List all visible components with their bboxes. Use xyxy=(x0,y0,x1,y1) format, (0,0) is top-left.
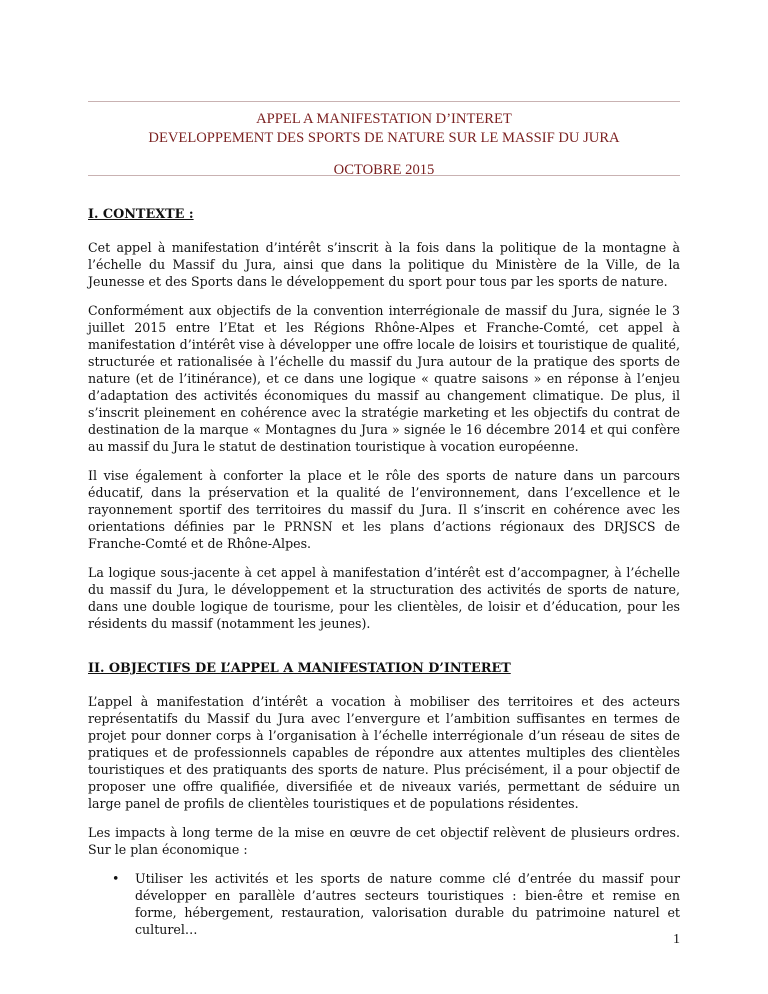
page-number: 1 xyxy=(673,932,680,947)
section-1-paragraph: Conformément aux objectifs de la convention interrégionale de massif du Jura, signée le 3 juillet 2015 entre l’Etat et les Régions Rhône-Alpes et Franche-Comté, cet appel à manifestation d’intérêt vise à développer une offre locale de loisirs et touristique de qualité, structurée et rationalisée à l’échelle du massif du Jura autour de la pratique des sports de nature (et de l’itinérance), et ce dans une logique « quatre saisons » en réponse à l’enjeu d’adaptation des activités économiques du massif au changement climatique. De plus, il s’inscrit pleinement en cohérence avec la stratégie marketing et les objectifs du contrat de destination de la marque « Montagnes du Jura » signée le 16 décembre 2014 et qui confère au massif du Jura le statut de destination touristique à vocation européenne. xyxy=(88,303,680,454)
header-date: OCTOBRE 2015 xyxy=(333,162,435,178)
header-bottom-rule xyxy=(88,175,680,176)
section-2-paragraph: Les impacts à long terme de la mise en œuvre de cet objectif relèvent de plusieurs ordres. Sur le plan économique : xyxy=(88,825,680,857)
list-item xyxy=(88,870,680,938)
section-2-heading: II. OBJECTIFS DE L’APPEL A MANIFESTATION D’INTERET xyxy=(88,661,511,676)
section-2-paragraph: L’appel à manifestation d’intérêt a vocation à mobiliser des territoires et des acteurs représentatifs du Massif du Jura avec l’envergure et l’ambition suffisantes en termes de projet pour donner corps à l’organisation à l’échelle interrégionale d’un réseau de sites de pratiques et de professionnels capables de répondre aux attentes multiples des clientèles touristiques et des pratiquants des sports de nature. Plus précisément, il a pour objectif de proposer une offre qualifiée, diversifiée et de niveaux variés, permettant de séduire un large panel de profils de clientèles touristiques et de populations résidentes. xyxy=(88,694,680,811)
header-top-rule xyxy=(88,101,680,102)
document-body xyxy=(88,206,680,938)
bullet-list xyxy=(88,870,680,938)
header-title-line-1: APPEL A MANIFESTATION D’INTERET xyxy=(256,111,512,127)
header-title-line-2: DEVELOPPEMENT DES SPORTS DE NATURE SUR LE MASSIF DU JURA xyxy=(148,130,620,146)
section-1-paragraph: Il vise également à conforter la place et le rôle des sports de nature dans un parcours éducatif, dans la préservation et la qualité de l’environnement, dans l’excellence et le rayonnement sportif des territoires du massif du Jura. Il s’inscrit en cohérence avec les orientations définies par le PRNSN et les plans d’actions régionaux des DRJSCS de Franche-Comté et de Rhône-Alpes. xyxy=(88,468,680,551)
list-item-text: Utiliser les activités et les sports de nature comme clé d’entrée du massif pour développer en parallèle d’autres secteurs touristiques : bien-être et remise en forme, hébergement, restauration, valorisation durable du patrimoine naturel et culturel… xyxy=(135,871,680,937)
section-1-paragraph: Cet appel à manifestation d’intérêt s’inscrit à la fois dans la politique de la montagne à l’échelle du Massif du Jura, ainsi que dans la politique du Ministère de la Ville, de la Jeunesse et des Sports dans le développement du sport pour tous par les sports de nature. xyxy=(88,240,680,289)
document-header xyxy=(88,110,680,180)
section-1-paragraph: La logique sous-jacente à cet appel à manifestation d’intérêt est d’accompagner, à l’échelle du massif du Jura, le développement et la structuration des activités de sports de nature, dans une double logique de tourisme, pour les clientèles, de loisir et d’éducation, pour les résidents du massif (notamment les jeunes). xyxy=(88,565,680,631)
bullet-icon: • xyxy=(112,871,120,886)
section-1-heading: I. CONTEXTE : xyxy=(88,207,194,222)
